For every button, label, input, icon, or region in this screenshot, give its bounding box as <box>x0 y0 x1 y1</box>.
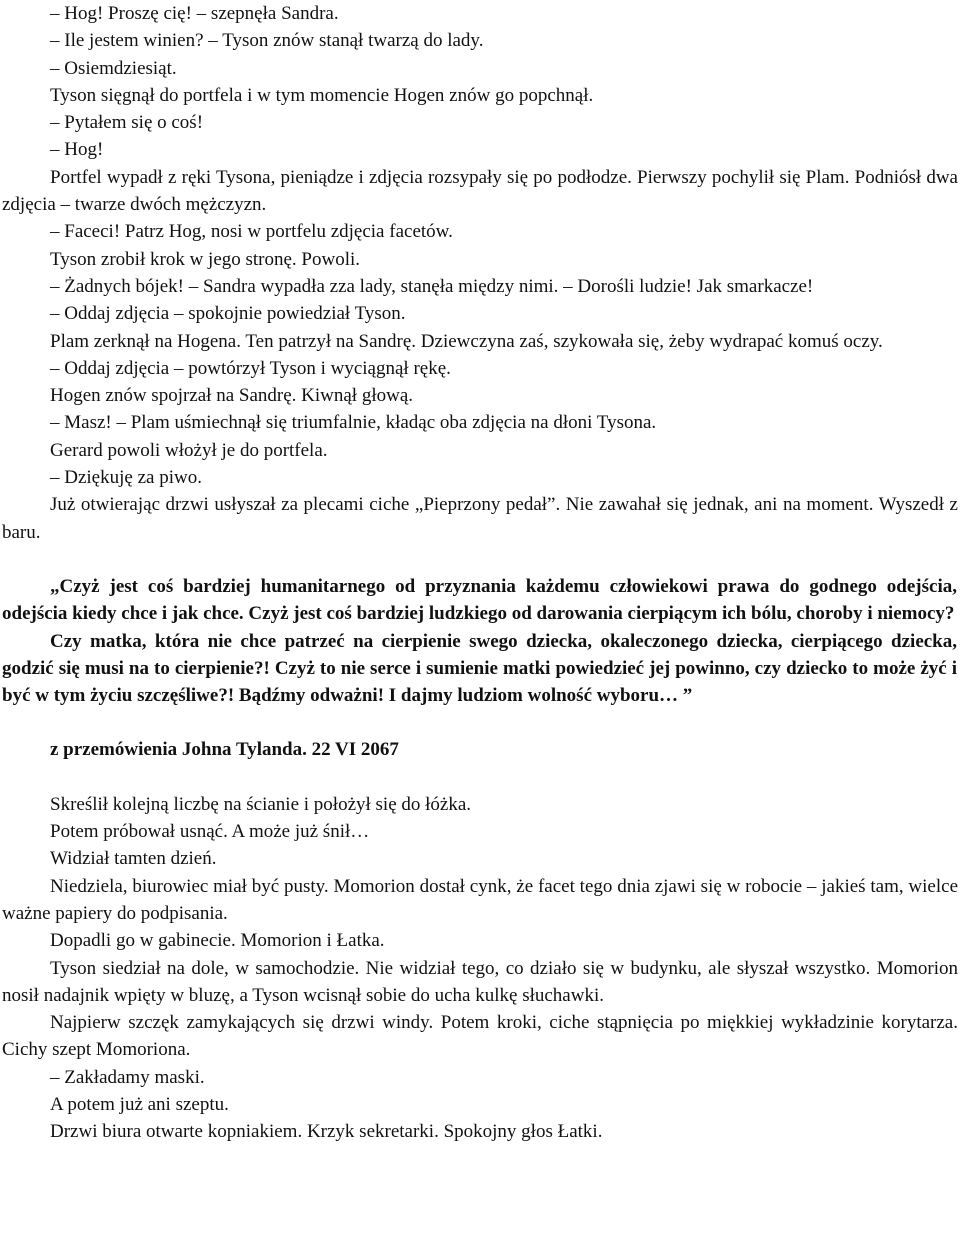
paragraph: Dopadli go w gabinecie. Momorion i Łatka. <box>50 930 385 952</box>
paragraph: – Zakładamy maski. <box>50 1066 205 1088</box>
quote-attribution: z przemówienia Johna Tylanda. 22 VI 2067 <box>50 739 399 761</box>
paragraph: Już otwierając drzwi usłyszał za plecami ciche „Pieprzony pedał”. Nie zawahał się jednak, ani na moment. Wyszedł z baru. <box>2 494 958 543</box>
paragraph: Plam zerknął na Hogena. Ten patrzył na Sandrę. Dziewczyna zaś, szykowała się, żeby wydrapać komuś oczy. <box>50 330 883 352</box>
quote-paragraph: Czy matka, która nie chce patrzeć na cierpienie swego dziecka, okaleczonego dziecka, cierpiącego dziecka, godzić się musi na to cierpienie?! Czyż to nie serce i sumienie matki powiedzieć jej powinno, czy dziecko to może żyć i być w tym życiu szczęśliwe?! Bądźmy odważni! I dajmy ludziom wolność wyboru… ” <box>2 630 957 707</box>
paragraph: Tyson siedział na dole, w samochodzie. Nie widział tego, co działo się w budynku, ale słyszał wszystko. Momorion nosił nadajnik wpięty w bluzę, a Tyson wcisnął sobie do ucha kulkę słuchawki. <box>2 957 958 1006</box>
paragraph: – Faceci! Patrz Hog, nosi w portfelu zdjęcia facetów. <box>50 221 453 243</box>
paragraph: – Hog! <box>50 139 104 161</box>
paragraph: – Oddaj zdjęcia – spokojnie powiedział Tyson. <box>50 303 406 325</box>
paragraph: Potem próbował usnąć. A może już śnił… <box>50 821 370 843</box>
story-section-1 <box>0 0 960 546</box>
paragraph: A potem już ani szeptu. <box>50 1093 229 1115</box>
paragraph: – Ile jestem winien? – Tyson znów stanął twarzą do lady. <box>50 30 484 52</box>
paragraph: Skreślił kolejną liczbę na ścianie i położył się do łóżka. <box>50 793 472 815</box>
paragraph: Drzwi biura otwarte kopniakiem. Krzyk sekretarki. Spokojny głos Łatki. <box>50 1121 603 1143</box>
paragraph: Niedziela, biurowiec miał być pusty. Momorion dostał cynk, że facet tego dnia zjawi się w robocie – jakieś tam, wielce ważne papiery do podpisania. <box>2 875 958 924</box>
paragraph: – Pytałem się o coś! <box>50 112 204 134</box>
paragraph: Tyson sięgnął do portfela i w tym momencie Hogen znów go popchnął. <box>50 84 594 106</box>
paragraph: Portfel wypadł z ręki Tysona, pieniądze i zdjęcia rozsypały się po podłodze. Pierwszy pochylił się Plam. Podniósł dwa zdjęcia – twarze dwóch mężczyzn. <box>2 166 958 216</box>
paragraph: – Dziękuję za piwo. <box>50 467 202 489</box>
paragraph: Hogen znów spojrzał na Sandrę. Kiwnął głową. <box>50 385 414 407</box>
paragraph: Najpierw szczęk zamykających się drzwi windy. Potem kroki, ciche stąpnięcia po miękkiej wykładzinie korytarza. Cichy szept Momoriona. <box>2 1012 958 1061</box>
paragraph: – Oddaj zdjęcia – powtórzył Tyson i wyciągnął rękę. <box>50 357 451 379</box>
quote-paragraph: „Czyż jest coś bardziej humanitarnego od przyznania każdemu człowiekowi prawa do godnego odejścia, odejścia kiedy chce i jak chce. Czyż jest coś bardziej ludzkiego od darowania cierpiącym ich bólu, choroby i niemocy? <box>2 575 957 625</box>
paragraph: Tyson zrobił krok w jego stronę. Powoli. <box>50 248 361 270</box>
paragraph: Gerard powoli włożył je do portfela. <box>50 439 328 461</box>
paragraph: Widział tamten dzień. <box>50 848 217 870</box>
paragraph: – Hog! Proszę cię! – szepnęła Sandra. <box>50 3 339 24</box>
paragraph: – Osiemdziesiąt. <box>50 57 177 79</box>
paragraph: – Masz! – Plam uśmiechnął się triumfalnie, kładąc oba zdjęcia na dłoni Tysona. <box>50 412 657 434</box>
story-section-2 <box>0 791 960 1146</box>
epigraph-quote <box>0 573 960 709</box>
paragraph: – Żadnych bójek! – Sandra wypadła zza lady, stanęła między nimi. – Dorośli ludzie! Jak smarkacze! <box>50 275 814 297</box>
